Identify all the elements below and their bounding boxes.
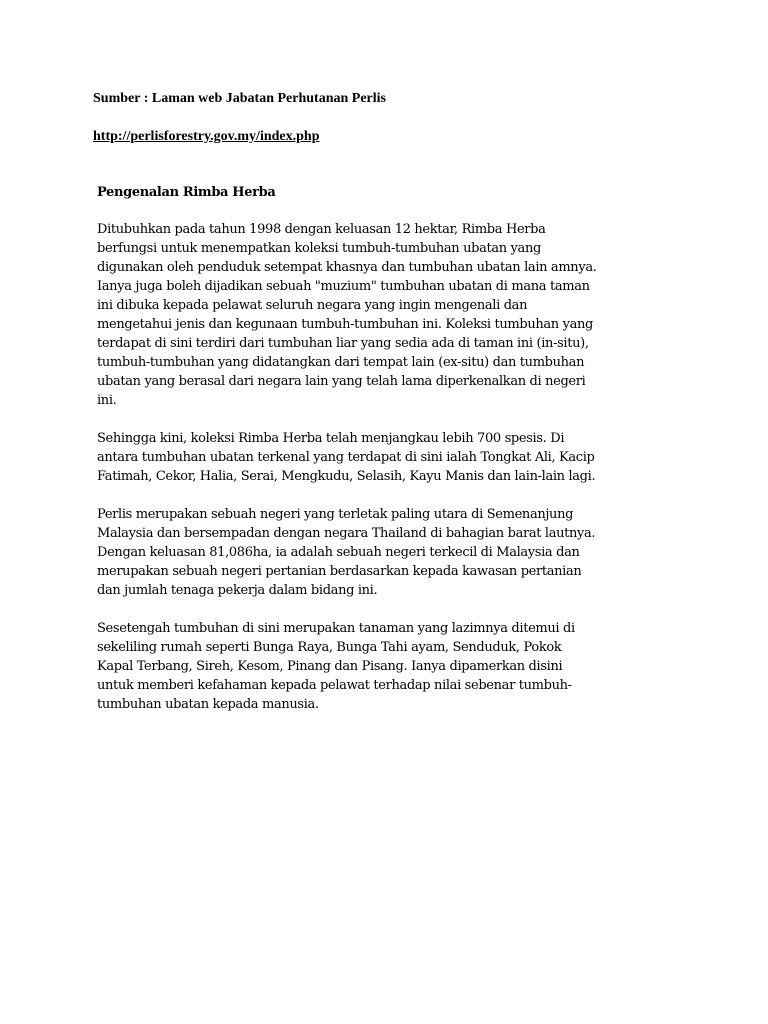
article-title: Pengenalan Rimba Herba [97, 185, 276, 200]
paragraph-perlis: Perlis merupakan sebuah negeri yang terletak paling utara di Semenanjung Malaysia dan bersempadan dengan negara Thailand di bahagian barat lautnya. Dengan keluasan 81,086ha, ia adalah sebuah negeri terkecil di Malaysia dan merupakan sebuah negeri pertanian berdasarkan kepada kawasan pertanian dan jumlah tenaga pekerja dalam bidang ini. [97, 507, 596, 598]
paragraph-collection: Sehingga kini, koleksi Rimba Herba telah menjangkau lebih 700 spesis. Di antara tumbuhan ubatan terkenal yang terdapat di sini ialah Tongkat Ali, Kacip Fatimah, Cekor, Halia, Serai, Mengkudu, Selasih, Kayu Manis dan lain-lain lagi. [97, 431, 596, 484]
article-body [97, 183, 597, 733]
source-label: Sumber : Laman web Jabatan Perhutanan Perlis [93, 91, 386, 106]
source-url-link[interactable]: http://perlisforestry.gov.my/index.php [93, 129, 320, 144]
paragraph-plants: Sesetengah tumbuhan di sini merupakan tanaman yang lazimnya ditemui di sekeliling rumah seperti Bunga Raya, Bunga Tahi ayam, Senduduk, Pokok Kapal Terbang, Sireh, Kesom, Pinang dan Pisang. Ianya dipamerkan disini untuk memberi kefahaman kepada pelawat terhadap nilai sebenar tumbuh-tumbuhan ubatan kepada manusia. [97, 621, 575, 712]
paragraph-introduction: Ditubuhkan pada tahun 1998 dengan keluasan 12 hektar, Rimba Herba berfungsi untuk menempatkan koleksi tumbuh-tumbuhan ubatan yang digunakan oleh penduduk setempat khasnya dan tumbuhan ubatan lain amnya. Ianya juga boleh dijadikan sebuah "muzium" tumbuhan ubatan di mana taman ini dibuka kepada pelawat seluruh negara yang ingin mengenali dan mengetahui jenis dan kegunaan tumbuh-tumbuhan ini. Koleksi tumbuhan yang terdapat di sini terdiri dari tumbuhan liar yang sedia ada di taman ini (in-situ), tumbuh-tumbuhan yang didatangkan dari tempat lain (ex-situ) dan tumbuhan ubatan yang berasal dari negara lain yang telah lama diperkenalkan di negeri ini. [97, 222, 597, 408]
